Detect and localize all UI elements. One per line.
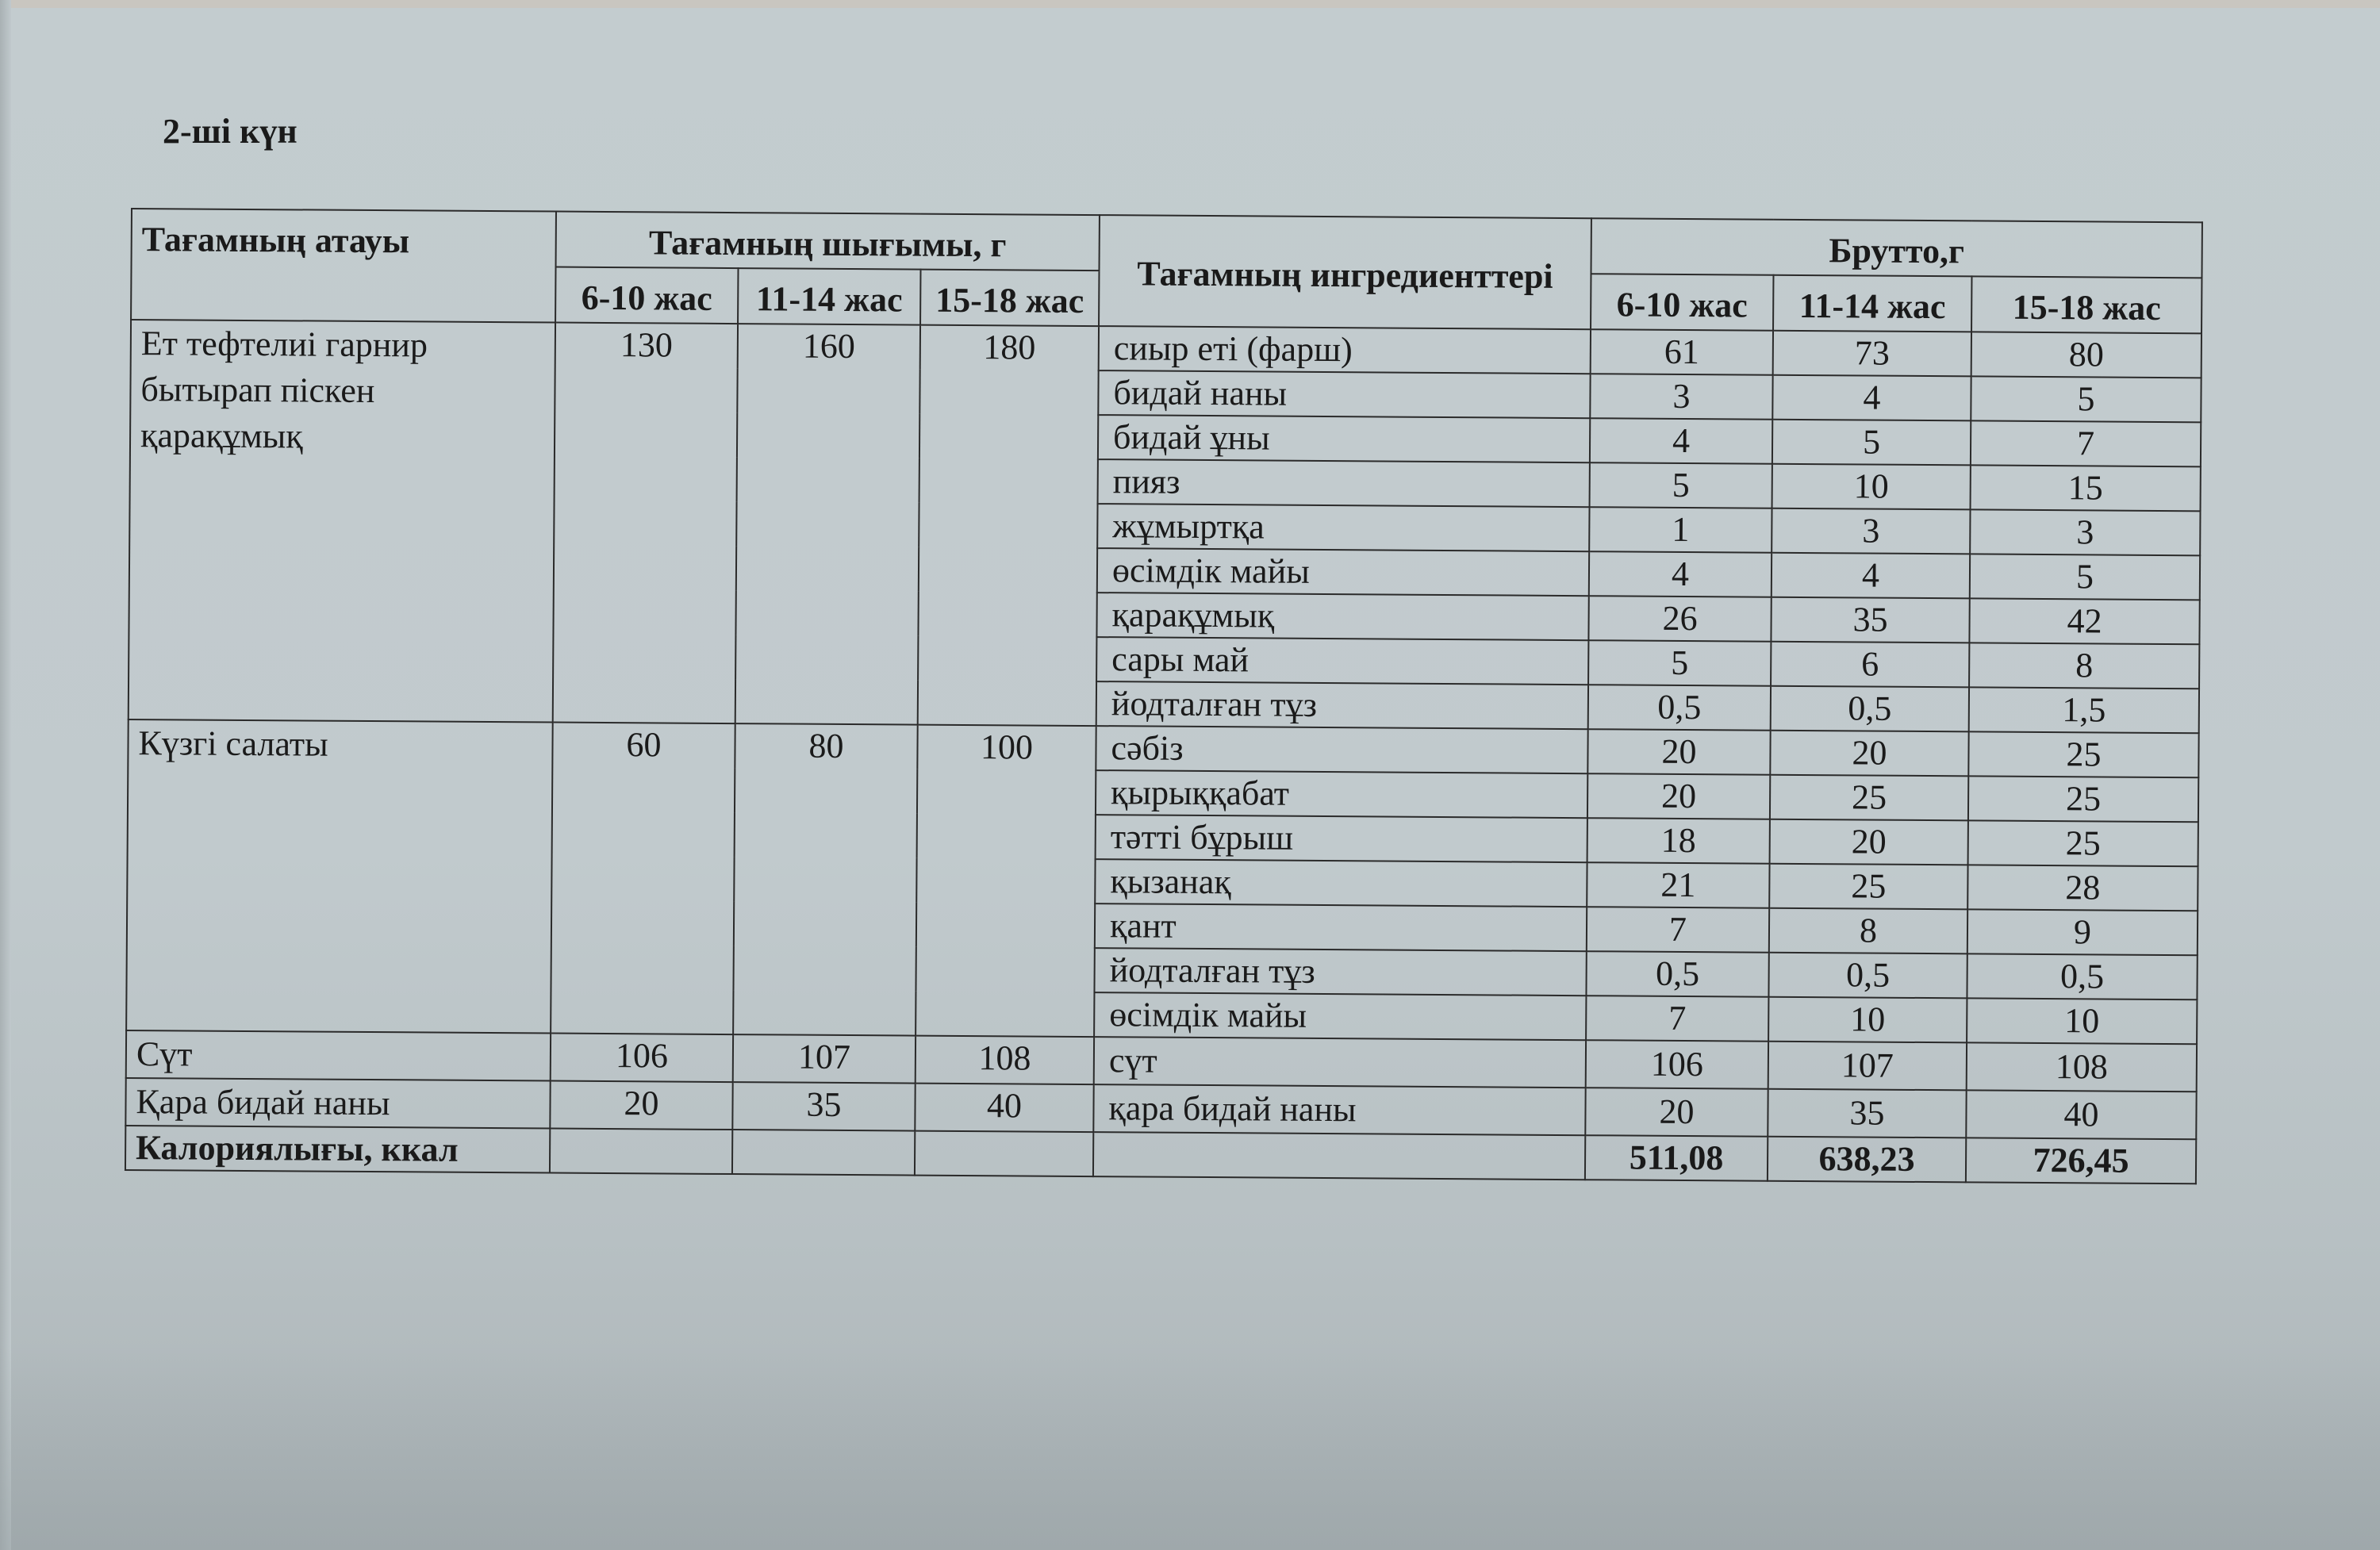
brutto-value: 35 [1771,597,1969,643]
dish-name: Күзгі салаты [126,719,553,1034]
total-label: Калориялығы, ккал [125,1126,550,1173]
brutto-value: 73 [1773,331,1971,377]
brutto-value: 20 [1587,729,1770,775]
page-title: 2-ші күн [163,112,298,151]
brutto-age-11-14: 11-14 жас [1773,275,1971,332]
brutto-value: 5 [1970,554,2200,600]
ingredient-name: қызанақ [1095,859,1587,907]
ingredients-header-text: Тағамның ингредиенттері [1137,254,1553,296]
ingredient-name: йодталған тұз [1094,948,1586,996]
brutto-value: 4 [1589,551,1772,597]
ingredient-name: пияз [1098,459,1590,507]
brutto-value: 8 [1769,908,1967,954]
yield-age-11-14: 11-14 жас [738,268,920,325]
ingredient-name: сүт [1094,1037,1586,1088]
brutto-value: 7 [1586,996,1768,1042]
yield-age-6-10: 6-10 жас [555,267,738,324]
brutto-value: 4 [1772,553,1970,599]
ingredient-name: тәтті бұрыш [1096,815,1587,862]
brutto-value: 25 [1968,820,2198,866]
total-value: 726,45 [1966,1138,2196,1184]
table-body [125,320,2202,1184]
dish-yield: 108 [916,1036,1094,1084]
brutto-value: 7 [1971,420,2201,466]
dish-name-header: Тағамның атауы [131,209,556,323]
brutto-value: 4 [1590,418,1772,464]
brutto-value: 26 [1588,596,1771,642]
brutto-value: 28 [1967,865,2198,911]
dish-name: Ет тефтелиі гарнир бытырап піскен қарақұмық [129,320,555,723]
brutto-value: 0,5 [1588,685,1771,731]
brutto-value: 40 [1966,1090,2196,1139]
dish-name: Қара бидай наны [125,1078,550,1129]
brutto-value: 3 [1590,374,1772,420]
brutto-age-15-18: 15-18 жас [1971,276,2202,333]
dish-yield: 107 [733,1034,916,1084]
paper-left-edge [0,0,11,1550]
total-value: 638,23 [1768,1137,1966,1183]
brutto-value: 0,5 [1586,951,1768,997]
dish-name: Сүт [126,1030,551,1081]
dish-yield: 100 [916,725,1096,1037]
dish-yield: 35 [732,1082,915,1131]
brutto-value: 8 [1969,643,2199,689]
dish-yield: 40 [915,1084,1093,1132]
brutto-value: 10 [1768,997,1967,1043]
page-shadow [0,1344,2380,1550]
brutto-value: 0,5 [1771,686,1969,732]
ingredient-name: қара бидай наны [1093,1084,1585,1135]
dish-yield: 20 [550,1081,732,1130]
brutto-value: 1 [1589,507,1772,553]
ingredient-name: қарақұмық [1096,593,1588,640]
brutto-value: 18 [1587,818,1770,864]
header-row-1 [132,209,2202,278]
brutto-value: 5 [1588,640,1771,686]
brutto-value: 21 [1587,862,1769,908]
brutto-value: 10 [1772,464,1971,510]
ingredient-name: бидай наны [1098,370,1590,418]
brutto-value: 0,5 [1967,953,2197,999]
brutto-value: 20 [1770,819,1968,865]
dish-yield: 160 [735,324,920,725]
dish-yield: 80 [733,723,918,1036]
empty-cell [550,1129,732,1175]
brutto-value: 20 [1585,1088,1768,1137]
dish-yield: 60 [551,723,735,1035]
brutto-value: 61 [1591,329,1773,375]
ingredient-name: сиыр еті (фарш) [1099,326,1591,374]
brutto-value: 10 [1967,998,2197,1044]
brutto-value: 20 [1770,731,1968,777]
brutto-age-6-10: 6-10 жас [1591,274,1773,331]
brutto-value: 108 [1967,1042,2197,1092]
brutto-value: 4 [1772,375,1971,421]
empty-cell [732,1130,915,1176]
brutto-value: 5 [1772,420,1971,466]
brutto-value: 7 [1587,907,1769,953]
brutto-value: 15 [1971,465,2201,511]
brutto-value: 25 [1968,731,2198,777]
brutto-value: 107 [1768,1042,1967,1091]
total-value: 511,08 [1585,1135,1768,1181]
brutto-header: Брутто,г [1591,218,2202,278]
brutto-value: 80 [1971,332,2202,378]
brutto-value: 5 [1971,376,2201,422]
yield-age-15-18: 15-18 жас [920,270,1099,326]
brutto-value: 0,5 [1768,953,1967,999]
ingredient-name: бидай ұны [1098,415,1590,462]
ingredient-name: сары май [1096,637,1588,685]
ingredient-name: қырыққабат [1096,770,1587,818]
brutto-value: 25 [1770,775,1968,821]
ingredient-name: сәбіз [1096,726,1587,773]
brutto-value: 42 [1969,598,2199,644]
brutto-value: 106 [1586,1040,1768,1089]
brutto-value: 3 [1970,509,2200,555]
yield-header: Тағамның шығымы, г [556,212,1100,271]
brutto-value: 20 [1587,773,1770,819]
brutto-value: 25 [1769,864,1967,910]
menu-table [125,208,2203,1184]
brutto-value: 3 [1772,508,1970,554]
dish-yield: 106 [551,1034,733,1083]
empty-cell [915,1131,1093,1176]
ingredient-name: йодталған тұз [1096,681,1588,729]
brutto-value: 25 [1968,776,2198,822]
brutto-value: 9 [1967,909,2198,955]
brutto-value: 1,5 [1969,687,2199,733]
ingredient-name: өсімдік майы [1097,548,1589,596]
ingredients-header [1099,215,1591,329]
empty-cell [1093,1132,1585,1180]
paper-top-edge [0,0,2380,8]
brutto-value: 35 [1768,1089,1966,1138]
brutto-value: 5 [1590,462,1772,508]
ingredient-name: жұмыртқа [1097,504,1589,551]
dish-yield: 130 [553,323,738,724]
brutto-value: 6 [1771,642,1969,688]
ingredient-name: өсімдік майы [1094,992,1586,1040]
dish-yield: 180 [918,325,1099,726]
ingredient-name: қант [1095,904,1587,951]
